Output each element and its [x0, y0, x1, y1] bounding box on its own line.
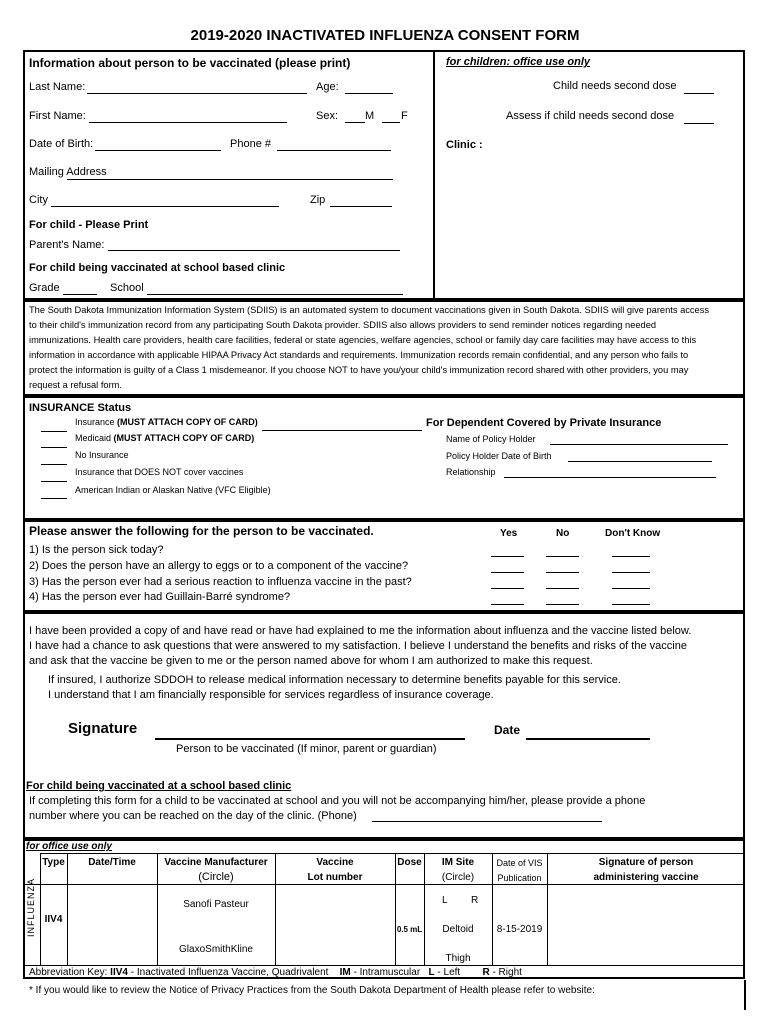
insurance-consent-line-2: I understand that I am financially responsible for services regardless of insurance coverage.	[48, 689, 494, 701]
age-field[interactable]	[345, 93, 393, 94]
office-children-header: for children: office use only	[446, 56, 591, 68]
consent-line-2: I have had a chance to ask questions that were answered to my satisfaction. I believe I understand the benefits and risks of the vaccine	[29, 640, 687, 652]
second-dose-label: Child needs second dose	[553, 80, 677, 92]
question-3: 3) Has the person ever had a serious reaction to influenza vaccine in the past?	[29, 576, 412, 588]
q1-dont-know[interactable]	[612, 556, 650, 557]
col-vis-sub: Publication	[497, 873, 542, 883]
medicaid-label: Medicaid (MUST ATTACH COPY OF CARD)	[75, 433, 255, 443]
table-header-top	[40, 853, 745, 854]
signature-label: Signature	[68, 720, 138, 737]
insurance-consent-line-1: If insured, I authorize SDDOH to release medical information necessary to determine benefits payable for this service.	[48, 674, 621, 686]
grade-field[interactable]	[63, 294, 97, 295]
table-header-bottom	[24, 884, 745, 885]
col-datetime: Date/Time	[88, 857, 136, 868]
q3-no[interactable]	[546, 588, 579, 589]
dob-label: Date of Birth:	[29, 138, 94, 150]
section-divider	[433, 51, 435, 299]
sex-f-field[interactable]	[382, 122, 400, 123]
sex-f-label: F	[401, 110, 408, 122]
table-bottom	[24, 965, 745, 966]
sex-m-field[interactable]	[345, 122, 365, 123]
dose-value: 0.5 mL	[396, 925, 423, 934]
col-im-site: IM Site	[441, 857, 475, 868]
policy-dob-label: Policy Holder Date of Birth	[446, 451, 552, 461]
yes-header: Yes	[500, 528, 518, 539]
col-sep	[40, 853, 41, 965]
consent-line-1: I have been provided a copy of and have read or have had explained to me the information about influenza and the vaccine listed below.	[29, 625, 692, 637]
question-1: 1) Is the person sick today?	[29, 544, 164, 556]
no-insurance-checkbox[interactable]	[41, 464, 67, 465]
col-sep	[424, 853, 425, 965]
q4-no[interactable]	[546, 604, 579, 605]
q4-yes[interactable]	[491, 604, 524, 605]
influenza-side-label: INFLUENZA	[26, 877, 36, 937]
phone-field[interactable]	[277, 150, 391, 151]
q3-dont-know[interactable]	[612, 588, 650, 589]
school-clinic-line-2: number where you can be reached on the day of the clinic. (Phone)	[29, 810, 357, 822]
type-value: IIV4	[44, 914, 63, 925]
insurance-carrier-field[interactable]	[262, 430, 422, 431]
mailing-field[interactable]	[67, 179, 393, 180]
zip-field[interactable]	[330, 206, 392, 207]
q2-yes[interactable]	[491, 572, 524, 573]
col-im-sub: (Circle)	[441, 872, 475, 883]
no-header: No	[556, 528, 570, 539]
col-sep	[492, 853, 493, 965]
question-4: 4) Has the person ever had Guillain-Barré syndrome?	[29, 591, 291, 603]
parent-name-label: Parent's Name:	[29, 239, 105, 251]
q2-dont-know[interactable]	[612, 572, 650, 573]
col-sep	[67, 853, 68, 965]
school-clinic-phone-field[interactable]	[372, 821, 602, 822]
q1-yes[interactable]	[491, 556, 524, 557]
first-name-label: First Name:	[29, 110, 86, 122]
question-2: 2) Does the person have an allergy to eggs or to a component of the vaccine?	[29, 560, 409, 572]
q2-no[interactable]	[546, 572, 579, 573]
manufacturer-gsk[interactable]: GlaxoSmithKline	[179, 944, 253, 955]
insurance-checkbox[interactable]	[41, 431, 67, 432]
date-field[interactable]	[526, 738, 650, 740]
col-type: Type	[42, 857, 65, 868]
zip-label: Zip	[310, 194, 326, 206]
second-dose-field[interactable]	[684, 93, 714, 94]
col-signature: Signature of person	[598, 857, 694, 868]
signature-field[interactable]	[155, 738, 465, 740]
col-vaccine: Vaccine	[316, 857, 354, 868]
insurance-label: Insurance (MUST ATTACH COPY OF CARD)	[75, 417, 258, 427]
native-checkbox[interactable]	[41, 498, 67, 499]
dependent-header: For Dependent Covered by Private Insurance	[426, 417, 662, 429]
school-field[interactable]	[147, 294, 403, 295]
insurance-header: INSURANCE Status	[29, 402, 132, 414]
q1-no[interactable]	[546, 556, 579, 557]
site-right[interactable]: R	[471, 895, 479, 906]
consent-line-3: and ask that the vaccine be given to me or the person named above for whom I am authorized to make this request.	[29, 655, 593, 667]
col-manufacturer: Vaccine Manufacturer	[164, 857, 268, 868]
grade-label: Grade	[29, 282, 60, 294]
native-label: American Indian or Alaskan Native (VFC Eligible)	[75, 485, 271, 495]
not-cover-label: Insurance that DOES NOT cover vaccines	[75, 467, 244, 477]
col-lot: Lot number	[307, 872, 363, 883]
abbreviation-key: Abbreviation Key: IIV4 - Inactivated Influenza Vaccine, Quadrivalent IM - Intramuscular L - Left R - Right	[29, 967, 522, 978]
insurance-section	[23, 396, 745, 520]
parent-name-field[interactable]	[108, 250, 400, 251]
mailing-label: Mailing Address	[29, 166, 107, 178]
person-info-header: Information about person to be vaccinated (please print)	[29, 56, 351, 70]
last-name-label: Last Name:	[29, 81, 86, 93]
sex-label: Sex:	[316, 110, 339, 122]
policy-holder-label: Name of Policy Holder	[446, 434, 536, 444]
q4-dont-know[interactable]	[612, 604, 650, 605]
vis-date-value: 8-15-2019	[496, 924, 543, 935]
phone-label: Phone #	[230, 138, 271, 150]
site-thigh[interactable]: Thigh	[445, 953, 471, 964]
school-clinic-label: For child being vaccinated at school based clinic	[29, 262, 286, 274]
footer-edge	[744, 980, 746, 1010]
col-sep	[395, 853, 396, 965]
signature-caption: Person to be vaccinated (If minor, parent or guardian)	[176, 743, 437, 755]
clinic-label: Clinic :	[446, 139, 483, 151]
medicaid-checkbox[interactable]	[41, 447, 67, 448]
q3-yes[interactable]	[491, 588, 524, 589]
school-clinic-line-1: If completing this form for a child to be vaccinated at school and you will not be accompanying him/her, please provide a phone	[29, 795, 646, 807]
dont-know-header: Don't Know	[605, 528, 661, 539]
relationship-field[interactable]	[504, 477, 716, 478]
assess-dose-field[interactable]	[684, 123, 714, 124]
child-print-label: For child - Please Print	[29, 219, 149, 231]
first-name-field[interactable]	[89, 122, 287, 123]
col-dose: Dose	[397, 857, 422, 868]
col-sep	[275, 853, 276, 965]
policy-holder-field[interactable]	[550, 444, 728, 445]
last-name-field[interactable]	[87, 93, 307, 94]
city-field[interactable]	[51, 206, 279, 207]
school-clinic-header: For child being vaccinated at a school based clinic	[26, 780, 292, 792]
age-label: Age:	[316, 81, 339, 93]
col-vis: Date of VIS	[496, 858, 543, 868]
col-manufacturer-sub: (Circle)	[198, 871, 234, 883]
no-insurance-label: No Insurance	[75, 450, 129, 460]
site-deltoid[interactable]: Deltoid	[442, 924, 474, 935]
col-sep	[547, 853, 548, 965]
footer-note: * If you would like to review the Notice of Privacy Practices from the South Dakota Department of Health please refer to website:	[29, 985, 595, 996]
site-left[interactable]: L	[442, 895, 448, 906]
office-use-header: for office use only	[26, 841, 112, 852]
date-label: Date	[494, 723, 521, 737]
questions-header: Please answer the following for the person to be vaccinated.	[29, 524, 374, 538]
col-signature-sub: administering vaccine	[593, 872, 699, 883]
assess-dose-label: Assess if child needs second dose	[506, 110, 675, 122]
sdiis-text: The South Dakota Immunization Information System (SDIIS) is an automated system to document vaccinations given in South Dakota. SDIIS will give parents access to their child's immunization record from any participating South Dakota provider. SDIIS also allows providers to send reminder notices regarding needed immunizations. Health care providers, health care facilities, federal or state agencies, welfare agencies, school or family day care facilities may have access to this information in accordance with applicable HIPAA Privacy Act standards and requirements. Immunization records remain confidential, and any person who fails to protect the information is guilty of a Class 1 misdemeanor. If you choose NOT to have you/your child's immunization record shared with other providers, you may request a refusal form.	[29, 305, 710, 390]
school-label: School	[110, 282, 144, 294]
not-cover-checkbox[interactable]	[41, 481, 67, 482]
policy-dob-field[interactable]	[568, 461, 712, 462]
relationship-label: Relationship	[446, 467, 496, 477]
page-title: 2019-2020 INACTIVATED INFLUENZA CONSENT FORM	[190, 27, 580, 44]
manufacturer-sanofi[interactable]: Sanofi Pasteur	[183, 899, 249, 910]
dob-field[interactable]	[95, 150, 221, 151]
city-label: City	[29, 194, 48, 206]
sex-m-label: M	[365, 110, 375, 122]
